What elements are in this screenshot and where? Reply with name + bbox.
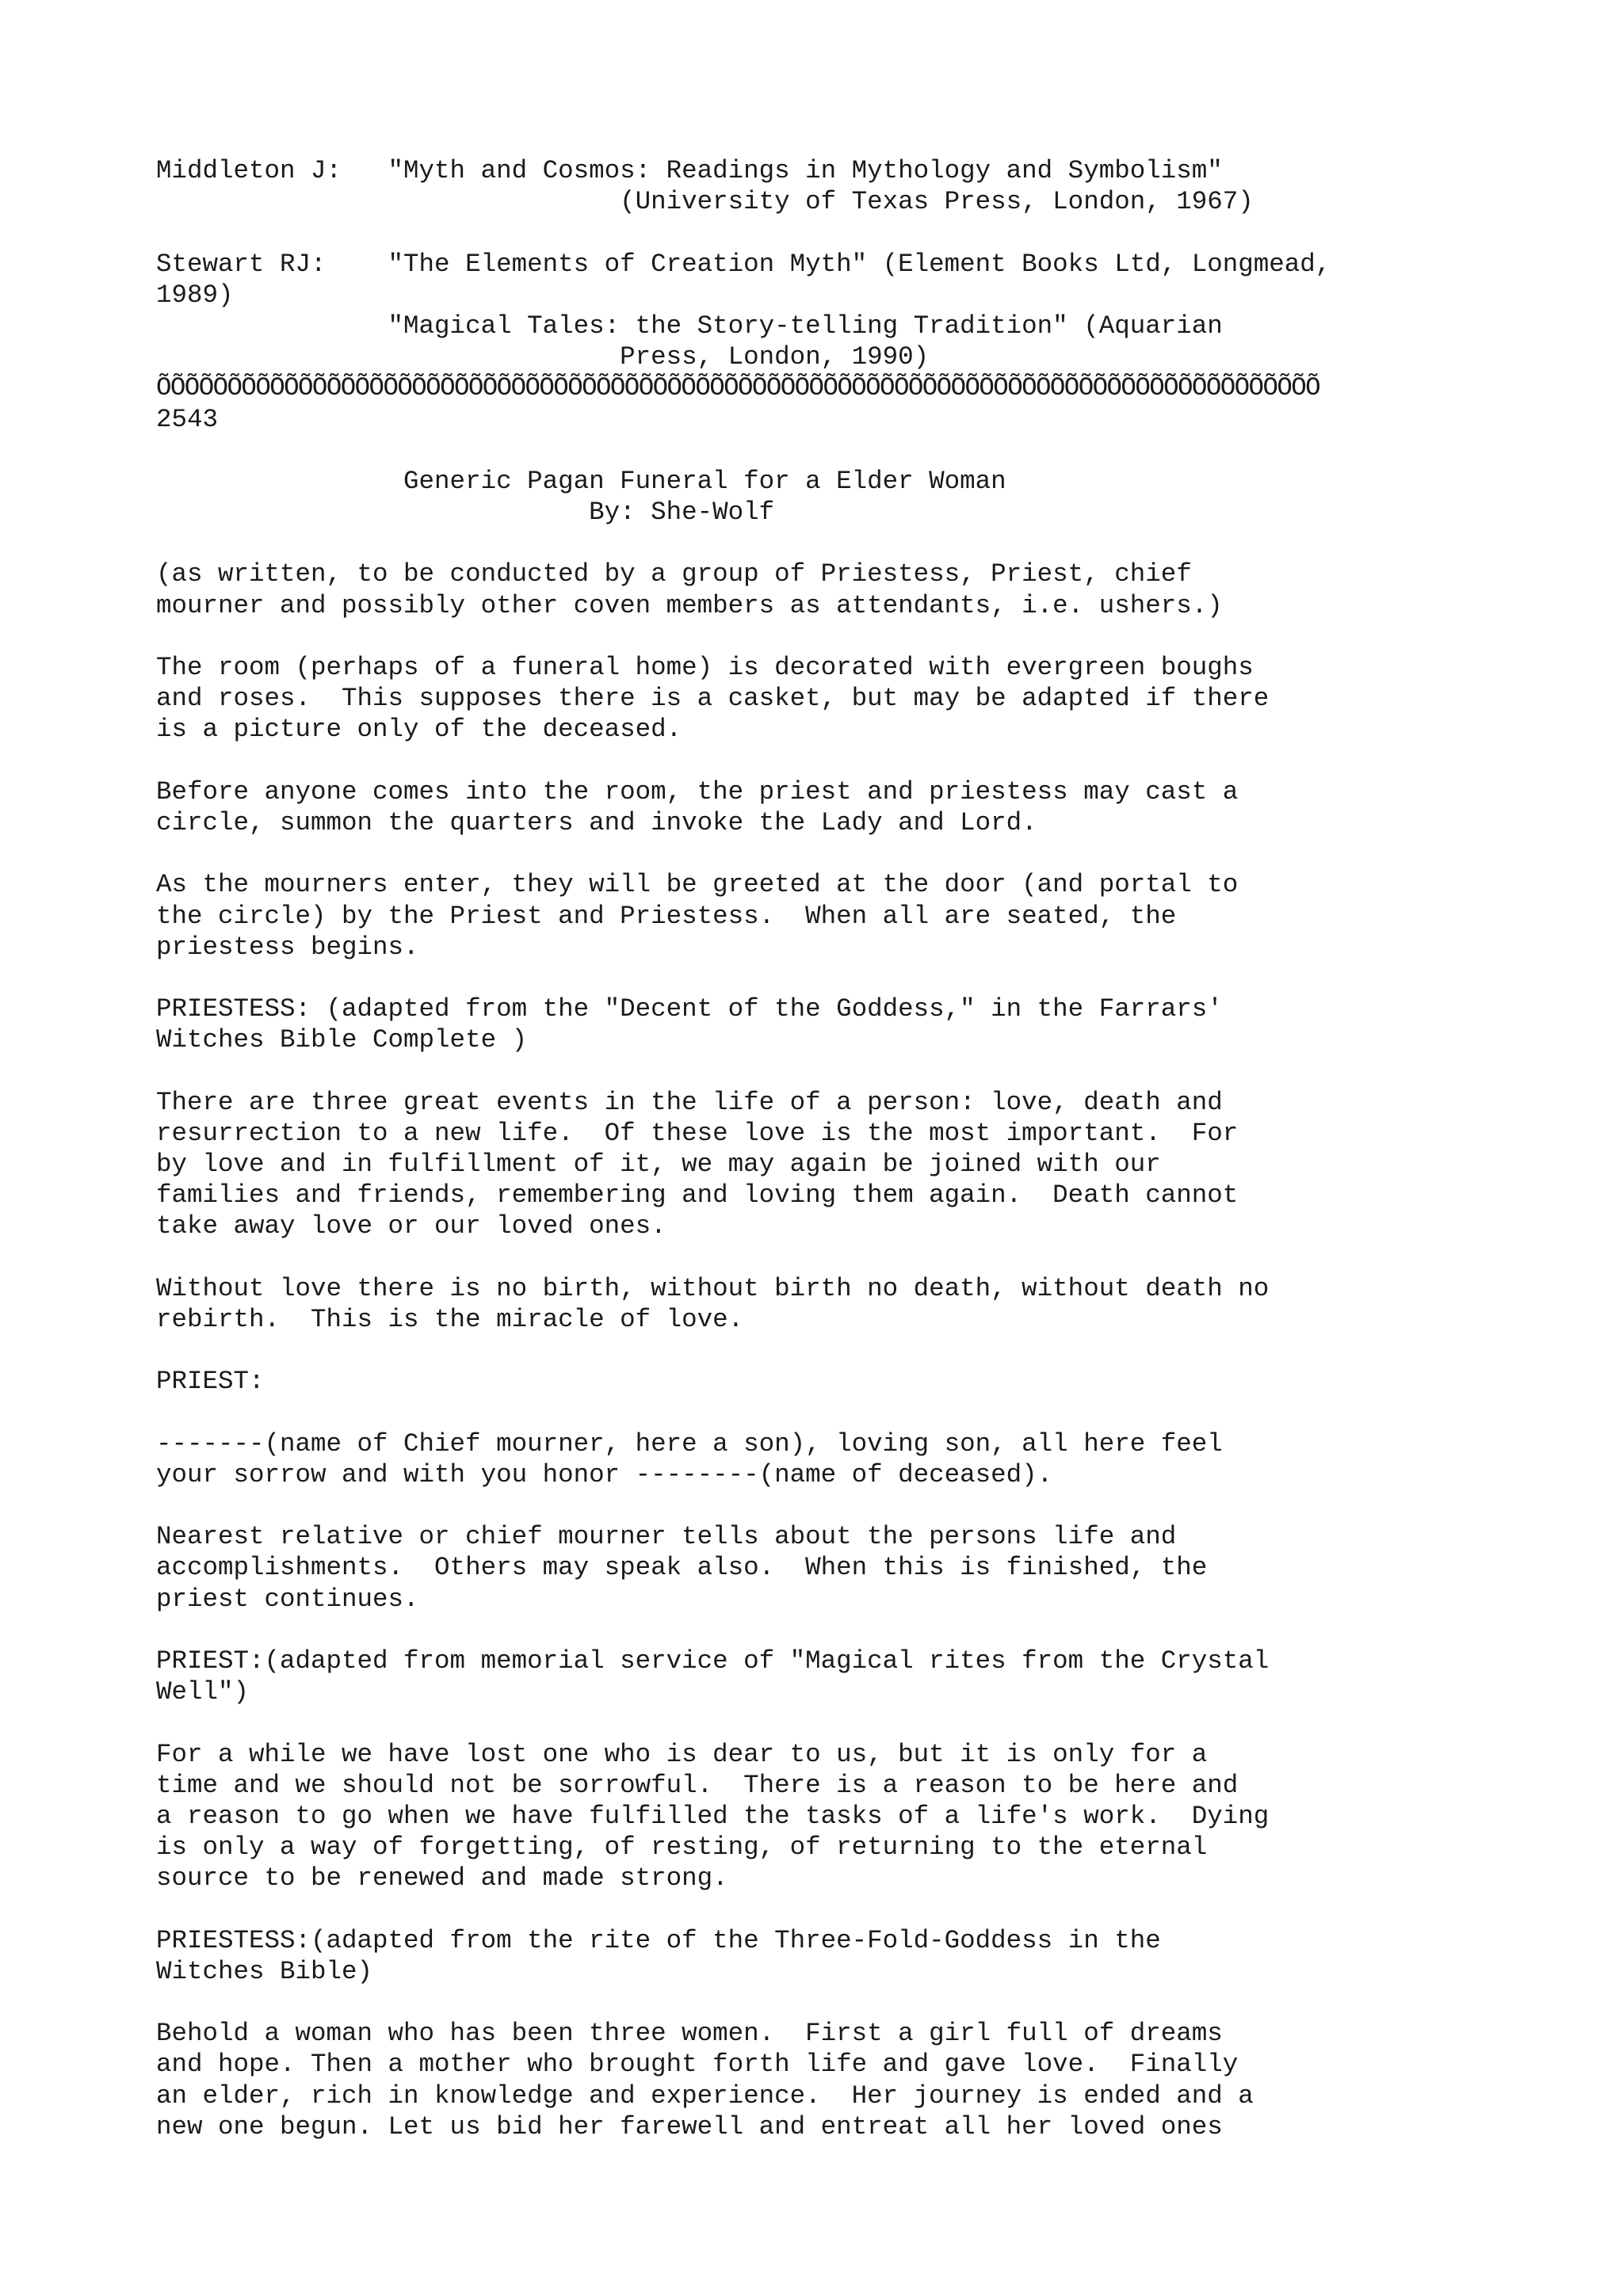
text-line: is a picture only of the deceased. bbox=[156, 715, 682, 745]
text-line: priest continues. bbox=[156, 1584, 419, 1614]
text-line: -------(name of Chief mourner, here a son), loving son, all here feel bbox=[156, 1428, 1223, 1459]
text-line: PRIESTESS: (adapted from the "Decent of the Goddess," in the Farrars' bbox=[156, 994, 1223, 1024]
text-line: Without love there is no birth, without birth no death, without death no bbox=[156, 1273, 1270, 1303]
text-line: PRIESTESS:(adapted from the rite of the Three-Fold-Goddess in the bbox=[156, 1925, 1161, 1955]
document-text bbox=[156, 155, 1567, 2142]
text-line: families and friends, remembering and loving them again. Death cannot bbox=[156, 1180, 1239, 1211]
text-line: "Magical Tales: the Story-telling Tradition" (Aquarian bbox=[156, 311, 1223, 341]
text-line: the circle) by the Priest and Priestess. When all are seated, the bbox=[156, 901, 1177, 931]
text-line: resurrection to a new life. Of these love is the most important. For bbox=[156, 1118, 1239, 1148]
text-line: Press, London, 1990) bbox=[156, 342, 930, 372]
blank-line bbox=[156, 1398, 1567, 1428]
text-line: 2543 bbox=[156, 404, 219, 434]
text-line: As the mourners enter, they will be greeted at the door (and portal to bbox=[156, 870, 1239, 900]
text-line: Behold a woman who has been three women. First a girl full of dreams bbox=[156, 2019, 1223, 2049]
text-line: Nearest relative or chief mourner tells about the persons life and bbox=[156, 1522, 1177, 1552]
text-line: your sorrow and with you honor --------(name of deceased). bbox=[156, 1459, 1053, 1489]
blank-line bbox=[156, 1615, 1567, 1646]
text-line: Stewart RJ: "The Elements of Creation Myth" (Element Books Ltd, Longmead, bbox=[156, 249, 1331, 279]
text-line: rebirth. This is the miracle of love. bbox=[156, 1304, 744, 1334]
text-line: 1989) bbox=[156, 280, 234, 310]
text-line: PRIEST:(adapted from memorial service of "Magical rites from the Crystal bbox=[156, 1646, 1270, 1676]
text-line: mourner and possibly other coven members as attendants, i.e. ushers.) bbox=[156, 590, 1223, 620]
blank-line bbox=[156, 435, 1567, 466]
text-line: Witches Bible) bbox=[156, 1956, 373, 1986]
blank-line bbox=[156, 528, 1567, 559]
text-line: a reason to go when we have fulfilled the tasks of a life's work. Dying bbox=[156, 1801, 1270, 1831]
text-line: priestess begins. bbox=[156, 932, 419, 962]
text-line: Well") bbox=[156, 1677, 250, 1707]
blank-line bbox=[156, 217, 1567, 248]
blank-line bbox=[156, 1055, 1567, 1086]
text-line: take away love or our loved ones. bbox=[156, 1211, 666, 1241]
text-line: source to be renewed and made strong. bbox=[156, 1863, 728, 1894]
text-line: For a while we have lost one who is dear to us, but it is only for a bbox=[156, 1739, 1208, 1769]
text-line: PRIEST: bbox=[156, 1367, 265, 1397]
text-line: By: She-Wolf bbox=[156, 498, 775, 528]
text-line: an elder, rich in knowledge and experience. Her journey is ended and a bbox=[156, 2081, 1254, 2111]
blank-line bbox=[156, 1987, 1567, 2018]
blank-line bbox=[156, 963, 1567, 994]
blank-line bbox=[156, 1707, 1567, 1738]
text-line: Before anyone comes into the room, the priest and priestess may cast a bbox=[156, 776, 1239, 807]
text-line: Generic Pagan Funeral for a Elder Woman bbox=[156, 466, 1006, 496]
blank-line bbox=[156, 1490, 1567, 1521]
separator-line: ÕÕÕÕÕÕÕÕÕÕÕÕÕÕÕÕÕÕÕÕÕÕÕÕÕÕÕÕÕÕÕÕÕÕÕÕÕÕÕÕÕÕÕÕÕÕÕÕÕÕÕÕÕÕÕÕÕÕÕÕÕÕÕÕÕÕÕÕÕÕÕÕÕÕÕÕÕÕÕÕÕÕ bbox=[156, 373, 1320, 403]
text-line: The room (perhaps of a funeral home) is decorated with evergreen boughs bbox=[156, 653, 1254, 682]
text-line: accomplishments. Others may speak also. When this is finished, the bbox=[156, 1553, 1208, 1583]
text-line: Witches Bible Complete ) bbox=[156, 1025, 528, 1055]
text-line: and hope. Then a mother who brought forth life and gave love. Finally bbox=[156, 2050, 1239, 2080]
text-line: (University of Texas Press, London, 1967) bbox=[156, 187, 1254, 217]
text-line: new one begun. Let us bid her farewell and entreat all her loved ones bbox=[156, 2111, 1223, 2142]
text-line: circle, summon the quarters and invoke the Lady and Lord. bbox=[156, 807, 1037, 837]
text-line: and roses. This supposes there is a casket, but may be adapted if there bbox=[156, 684, 1270, 714]
blank-line bbox=[156, 1894, 1567, 1925]
blank-line bbox=[156, 621, 1567, 652]
text-line: time and we should not be sorrowful. There is a reason to be here and bbox=[156, 1770, 1239, 1800]
text-line: by love and in fulfillment of it, we may again be joined with our bbox=[156, 1150, 1161, 1179]
text-line: is only a way of forgetting, of resting, of returning to the eternal bbox=[156, 1833, 1208, 1863]
text-line: There are three great events in the life of a person: love, death and bbox=[156, 1087, 1223, 1117]
blank-line bbox=[156, 746, 1567, 776]
blank-line bbox=[156, 1335, 1567, 1366]
blank-line bbox=[156, 838, 1567, 869]
text-line: (as written, to be conducted by a group of Priestess, Priest, chief bbox=[156, 559, 1192, 589]
text-line: Middleton J: "Myth and Cosmos: Readings in Mythology and Symbolism" bbox=[156, 156, 1223, 185]
blank-line bbox=[156, 1242, 1567, 1273]
